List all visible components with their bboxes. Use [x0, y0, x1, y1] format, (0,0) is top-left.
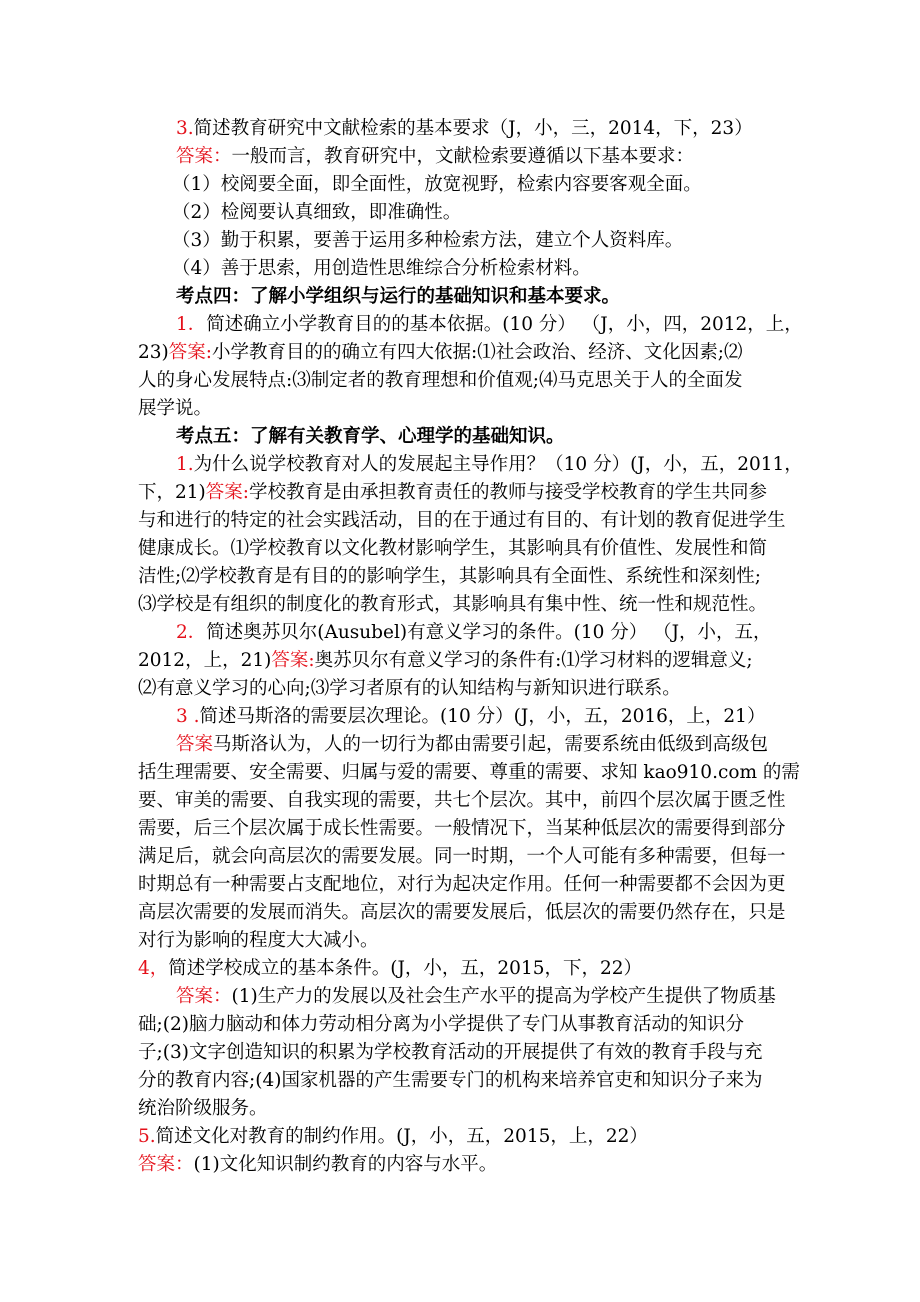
section-heading-4: 考点四：了解小学组织与运行的基础知识和基本要求。 [176, 286, 621, 307]
question-title: 简述学校成立的基本条件。(J，小，五，2015，下，22） [168, 958, 643, 979]
answer-line: 洁性;⑵学校教育是有目的的影响学生，其影响具有全面性、系统性和深刻性; [138, 566, 761, 587]
question-line [138, 956, 642, 982]
question-number: 3 . [176, 706, 200, 727]
answer-label: 答案: [205, 482, 249, 503]
question-line [138, 1124, 648, 1150]
question-line [176, 704, 765, 730]
answer-line [176, 732, 768, 758]
question-meta: 23) [138, 342, 169, 363]
answer-line [176, 984, 776, 1010]
answer-line: 统治阶级服务。 [138, 1098, 268, 1119]
section-heading-5: 考点五：了解有关教育学、心理学的基础知识。 [176, 426, 565, 447]
question-title: 简述马斯洛的需要层次理论。(10 分）(J，小，五，2016，上，21） [199, 706, 766, 727]
answer-line: 展学说。 [138, 398, 213, 419]
answer-line: 人的身心发展特点:⑶制定者的教育理想和价值观;⑷马克思关于人的全面发 [138, 370, 743, 391]
answer-intro-line [176, 144, 694, 170]
question-number: 2． [176, 622, 207, 643]
answer-line: 高层次需要的发展而消失。高层次的需要发展后，低层次的需要仍然存在，只是 [138, 902, 786, 923]
question-number: 1． [176, 314, 207, 335]
answer-text: 奥苏贝尔有意义学习的条件有:⑴学习材料的逻辑意义; [314, 650, 753, 671]
answer-line [138, 340, 742, 366]
answer-text: (1)文化知识制约教育的内容与水平。 [193, 1154, 498, 1175]
answer-label: 答案： [176, 146, 232, 167]
answer-line: 与和进行的特定的社会实践活动，目的在于通过有目的、有计划的教育促进学生 [138, 510, 786, 531]
list-item: （2）检阅要认真细致，即准确性。 [172, 202, 462, 223]
question-title: 简述教育研究中文献检索的基本要求（J，小，三，2014，下，23） [193, 118, 753, 139]
question-number: 3. [176, 118, 194, 139]
answer-line: 满足后，就会向高层次的需要发展。同一时期，一个人可能有多种需要，但每一 [138, 846, 786, 867]
question-line [176, 312, 803, 338]
answer-line: 要、审美的需要、自我实现的需要，共七个层次。其中，前四个层次属于匮乏性 [138, 790, 786, 811]
list-item: （1）校阅要全面，即全面性，放宽视野，检索内容要客观全面。 [172, 174, 702, 195]
question-meta: 2012，上，21) [138, 650, 272, 671]
answer-label: 答案 [176, 734, 214, 755]
answer-line: ⑵有意义学习的心向;⑶学习者原有的认知结构与新知识进行联系。 [138, 678, 681, 699]
question-lit-search [176, 116, 753, 142]
answer-text: 学校教育是由承担教育责任的教师与接受学校教育的学生共同参 [249, 482, 768, 503]
answer-line [138, 648, 753, 674]
list-item: （4）善于思索，用创造性思维综合分析检索材料。 [172, 258, 591, 279]
question-number: 5. [138, 1126, 156, 1147]
list-item: （3）勤于积累，要善于运用多种检索方法，建立个人资料库。 [172, 230, 684, 251]
answer-line: ⑶学校是有组织的制度化的教育形式，其影响具有集中性、统一性和规范性。 [138, 594, 768, 615]
answer-line [138, 1152, 497, 1178]
answer-line: 对行为影响的程度大大减小。 [138, 930, 379, 951]
answer-line: 需要，后三个层次属于成长性需要。一般情况下，当某种低层次的需要得到部分 [138, 818, 786, 839]
question-title: 简述确立小学教育目的的基本依据。(10 分） （J，小，四，2012，上， [206, 314, 803, 335]
answer-text: 马斯洛认为，人的一切行为都由需要引起，需要系统由低级到高级包 [213, 734, 769, 755]
answer-line: 健康成长。⑴学校教育以文化教材影响学生，其影响具有价值性、发展性和简 [138, 538, 768, 559]
answer-label: 答案: [168, 342, 212, 363]
answer-label: 答案： [138, 1154, 194, 1175]
question-number: 1. [176, 454, 194, 475]
answer-line: 子;(3)文字创造知识的积累为学校教育活动的开展提供了有效的教育手段与充 [138, 1042, 763, 1063]
question-title: 简述文化对教育的制约作用。(J，小，五，2015，上，22） [155, 1126, 648, 1147]
answer-label: 答案： [176, 986, 232, 1007]
answer-text: 小学教育目的的确立有四大依据:⑴社会政治、经济、文化因素;⑵ [212, 342, 743, 363]
answer-line: 时期总有一种需要占支配地位，对行为起决定作用。任何一种需要都不会因为更 [138, 874, 786, 895]
answer-line: 础;(2)脑力脑动和体力劳动相分离为小学提供了专门从事教育活动的知识分 [138, 1014, 744, 1035]
answer-intro: 一般而言，教育研究中，文献检索要遵循以下基本要求： [231, 146, 695, 167]
question-line [176, 620, 772, 646]
question-title: 为什么说学校教育对人的发展起主导作用？（10 分）(J，小，五，2011， [193, 454, 803, 475]
answer-text: (1)生产力的发展以及社会生产水平的提高为学校产生提供了物质基 [231, 986, 776, 1007]
answer-line: 括生理需要、安全需要、归属与爱的需要、尊重的需要、求知 kao910.com 的需 [138, 762, 800, 783]
question-title: 简述奥苏贝尔(Ausubel)有意义学习的条件。(10 分） （J，小，五， [206, 622, 772, 643]
answer-label: 答案: [271, 650, 315, 671]
question-number: 4， [138, 958, 169, 979]
question-line [176, 452, 803, 478]
answer-line [138, 480, 767, 506]
answer-line: 分的教育内容;(4)国家机器的产生需要专门的机构来培养官吏和知识分子来为 [138, 1070, 763, 1091]
question-meta: 下，21) [138, 482, 206, 503]
